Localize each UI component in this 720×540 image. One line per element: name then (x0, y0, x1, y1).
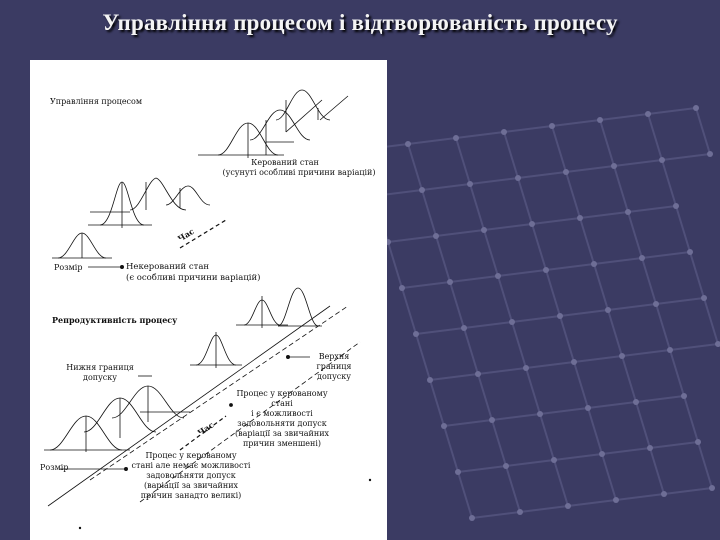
grid-node (565, 503, 571, 509)
grid-line (526, 362, 574, 368)
grid-line (636, 402, 650, 448)
grid-line (504, 126, 552, 132)
grid-line (608, 304, 656, 310)
grid-node (455, 469, 461, 475)
grid-line (518, 172, 566, 178)
grid-node (563, 169, 569, 175)
grid-node (549, 123, 555, 129)
grid-node (405, 141, 411, 147)
grid-line (552, 126, 566, 172)
grid-line (642, 252, 690, 258)
grid-line (416, 328, 464, 334)
grid-line (444, 426, 458, 472)
grid-node (551, 457, 557, 463)
grid-line (684, 396, 698, 442)
grid-node (441, 423, 447, 429)
grid-node (661, 491, 667, 497)
grid-line (566, 172, 580, 218)
grid-line (540, 414, 554, 460)
grid-line (444, 420, 492, 426)
grid-line (498, 270, 546, 276)
grid-line (614, 166, 628, 212)
grid-line (526, 368, 540, 414)
grid-line (492, 414, 540, 420)
grid-node (625, 209, 631, 215)
distribution-curve (278, 288, 318, 326)
grid-line (600, 114, 648, 120)
grid-line (532, 224, 546, 270)
grid-line (450, 276, 498, 282)
grid-node (715, 341, 720, 347)
grid-line (472, 512, 520, 518)
grid-node (645, 111, 651, 117)
lower-limit-label: Нижня границя допуску (66, 363, 134, 382)
grid-line (650, 448, 664, 494)
time-label: Час (175, 226, 196, 244)
grid-node (693, 105, 699, 111)
grid-line (588, 402, 636, 408)
slide-title: Управління процесом і відтворюваність процесу (102, 10, 618, 35)
upper-limit-label: Верхня границя допуску (316, 352, 352, 381)
axis-line (320, 96, 348, 120)
grid-line (608, 310, 622, 356)
grid-node (707, 151, 713, 157)
grid-line (560, 310, 608, 316)
time-label: Час (195, 419, 216, 438)
grid-node (695, 439, 701, 445)
grid-line (402, 288, 416, 334)
distribution-curve (166, 186, 210, 205)
grid-line (552, 120, 600, 126)
uncontrolled-state-note: (є особливі причини варіацій) (126, 273, 261, 283)
grid-line (408, 144, 422, 190)
grid-node (453, 135, 459, 141)
grid-line (456, 138, 470, 184)
grid-node (503, 463, 509, 469)
grid-node (427, 377, 433, 383)
grid-node (501, 129, 507, 135)
grid-line (422, 190, 436, 236)
grid-line (554, 460, 568, 506)
grid-line (470, 178, 518, 184)
grid-line (574, 356, 622, 362)
grid-node (591, 261, 597, 267)
grid-node (687, 249, 693, 255)
grid-line (416, 334, 430, 380)
grid-line (512, 316, 560, 322)
grid-line (430, 374, 478, 380)
grid-node (515, 175, 521, 181)
grid-line (456, 132, 504, 138)
reproducibility-heading: Репродуктивність процесу (52, 315, 178, 325)
distribution-curve (276, 90, 330, 120)
uncontrolled-state-label: Некерований стан (126, 262, 210, 272)
grid-line (554, 454, 602, 460)
grid-line (458, 472, 472, 518)
grid-line (492, 420, 506, 466)
grid-line (642, 258, 656, 304)
grid-line (594, 264, 608, 310)
grid-line (478, 368, 526, 374)
grid-line (664, 488, 712, 494)
grid-node (419, 187, 425, 193)
grid-line (648, 108, 696, 114)
grid-node (633, 399, 639, 405)
size-label: Розмір (54, 263, 83, 272)
grid-line (650, 442, 698, 448)
grid-line (566, 166, 614, 172)
grid-node (543, 267, 549, 273)
grid-node (701, 295, 707, 301)
grid-line (656, 298, 704, 304)
grid-line (520, 506, 568, 512)
grid-line (408, 138, 456, 144)
grid-node (413, 331, 419, 337)
grid-line (704, 298, 718, 344)
grid-line (622, 350, 670, 356)
grid-line (574, 362, 588, 408)
grid-line (532, 218, 580, 224)
grid-node (557, 313, 563, 319)
grid-node (495, 273, 501, 279)
grid-node (399, 285, 405, 291)
grid-line (430, 380, 444, 426)
grid-line (422, 184, 470, 190)
grid-node (467, 181, 473, 187)
capable-process-label: Процес у керованому стані і є можливості задовольняти допуск (варіації за звичайних причин зменшені) (234, 389, 330, 448)
grid-node (613, 497, 619, 503)
distribution-curve (130, 178, 186, 210)
grid-line (498, 276, 512, 322)
grid-node (577, 215, 583, 221)
grid-line (388, 242, 402, 288)
grid-line (696, 108, 710, 154)
grid-line (458, 466, 506, 472)
grid-line (436, 236, 450, 282)
grid-line (512, 322, 526, 368)
grid-line (484, 230, 498, 276)
grid-node (659, 157, 665, 163)
grid-node (517, 509, 523, 515)
grid-line (388, 236, 436, 242)
grid-node (489, 417, 495, 423)
grid-line (622, 356, 636, 402)
distribution-curve (250, 110, 310, 140)
grid-line (540, 408, 588, 414)
control-heading: Управління процесом (50, 97, 143, 106)
controlled-state-note: (усунуті особливі причини варіацій) (222, 168, 376, 177)
grid-node (673, 203, 679, 209)
grid-line (464, 322, 512, 328)
grid-line (546, 270, 560, 316)
grid-line (628, 206, 676, 212)
grid-node (647, 445, 653, 451)
grid-node (611, 163, 617, 169)
grid-line (690, 252, 704, 298)
grid-node (653, 301, 659, 307)
grid-line (568, 500, 616, 506)
grid-node (639, 255, 645, 261)
axis-line (286, 100, 322, 132)
grid-line (580, 212, 628, 218)
grid-line (504, 132, 518, 178)
grid-node (709, 485, 715, 491)
grid-line (670, 344, 718, 350)
grid-line (484, 224, 532, 230)
grid-line (580, 218, 594, 264)
grid-node (599, 451, 605, 457)
grid-line (602, 448, 650, 454)
grid-node (667, 347, 673, 353)
grid-line (464, 328, 478, 374)
grid-line (588, 408, 602, 454)
grid-line (616, 494, 664, 500)
grid-line (636, 396, 684, 402)
grid-line (628, 212, 642, 258)
grid-line (546, 264, 594, 270)
grid-line (648, 114, 662, 160)
grid-line (676, 206, 690, 252)
grid-line (506, 466, 520, 512)
grid-node (433, 233, 439, 239)
grid-node (523, 365, 529, 371)
grid-node (681, 393, 687, 399)
grid-line (656, 304, 670, 350)
grid-node (469, 515, 475, 521)
grid-node (619, 353, 625, 359)
grid-node (529, 221, 535, 227)
grid-line (614, 160, 662, 166)
incapable-process-label: Процес у керованому стані але немає можливості задовольняти допуск (варіації за звичайних причин занадто великі) (131, 451, 251, 500)
grid-node (597, 117, 603, 123)
grid-line (602, 454, 616, 500)
grid-line (600, 120, 614, 166)
grid-node (447, 279, 453, 285)
grid-node (481, 227, 487, 233)
diagram-panel (30, 60, 387, 540)
grid-line (662, 160, 676, 206)
grid-line (478, 374, 492, 420)
grid-node (571, 359, 577, 365)
grid-line (436, 230, 484, 236)
grid-line (518, 178, 532, 224)
grid-line (662, 154, 710, 160)
grid-node (475, 371, 481, 377)
grid-line (560, 316, 574, 362)
grid-line (470, 184, 484, 230)
grid-line (506, 460, 554, 466)
size-label-bottom: Розмір (40, 463, 69, 472)
grid-line (402, 282, 450, 288)
grid-node (509, 319, 515, 325)
controlled-state-label: Керований стан (251, 158, 319, 167)
grid-line (450, 282, 464, 328)
grid-line (670, 350, 684, 396)
grid-node (605, 307, 611, 313)
grid-line (698, 442, 712, 488)
grid-node (585, 405, 591, 411)
grid-node (537, 411, 543, 417)
grid-line (594, 258, 642, 264)
grid-node (461, 325, 467, 331)
